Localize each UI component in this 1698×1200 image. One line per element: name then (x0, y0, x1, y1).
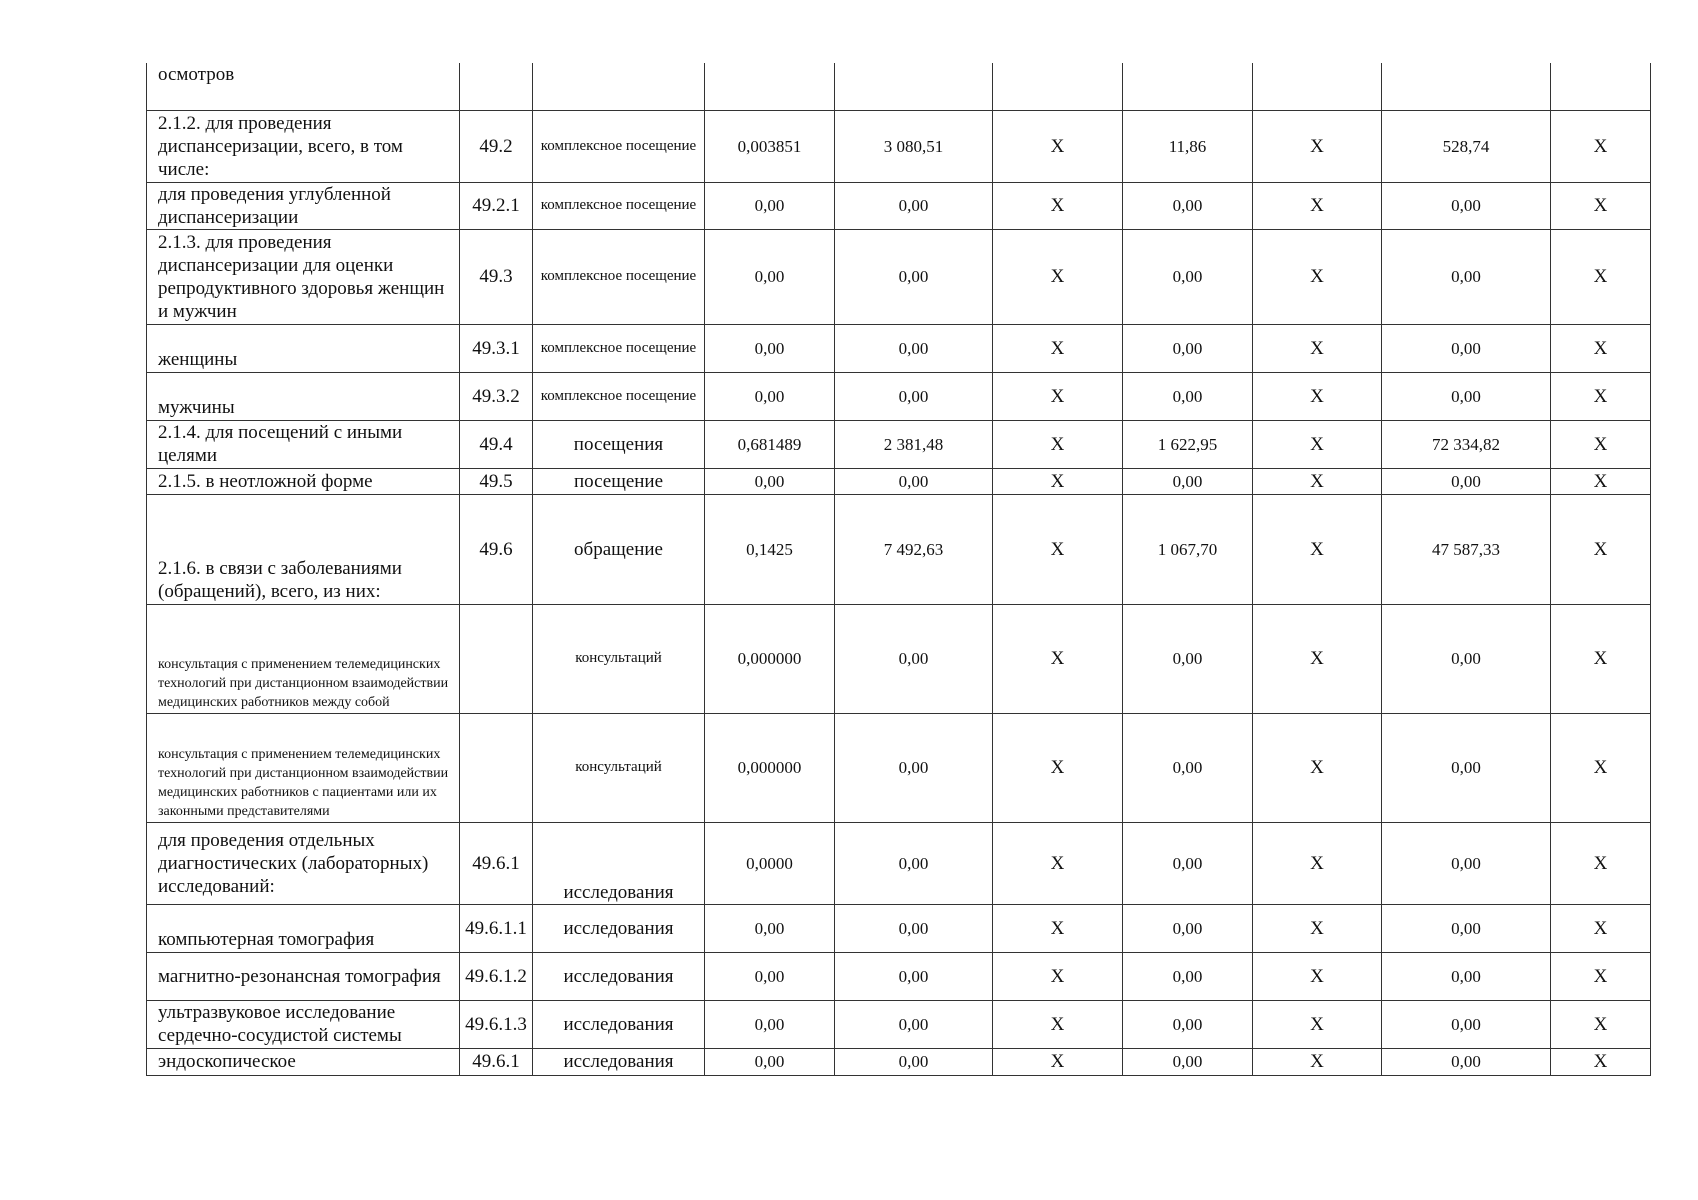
row-col9 (1382, 63, 1551, 110)
row-col7 (1123, 63, 1253, 110)
row-name: 2.1.5. в неотложной форме (147, 468, 460, 494)
row-col8: Х (1253, 372, 1382, 420)
row-cost (835, 63, 993, 110)
row-code (460, 63, 533, 110)
row-col10: Х (1551, 324, 1651, 372)
table-row (147, 468, 1651, 494)
row-col10: Х (1551, 182, 1651, 229)
row-col8 (1253, 63, 1382, 110)
row-col7: 1 622,95 (1123, 420, 1253, 468)
row-col9: 0,00 (1382, 604, 1551, 713)
row-col6: Х (993, 468, 1123, 494)
row-rate: 0,00 (705, 372, 835, 420)
row-rate: 0,681489 (705, 420, 835, 468)
row-col8: Х (1253, 110, 1382, 182)
row-name: мужчины (147, 372, 460, 420)
row-rate: 0,00 (705, 1048, 835, 1075)
row-unit: комплексное посещение (533, 110, 705, 182)
row-cost: 0,00 (835, 324, 993, 372)
row-col10: Х (1551, 372, 1651, 420)
row-unit: комплексное посещение (533, 372, 705, 420)
row-col10: Х (1551, 494, 1651, 604)
row-name: осмотров (147, 63, 460, 110)
row-code (460, 713, 533, 822)
row-rate: 0,00 (705, 1000, 835, 1048)
row-rate: 0,00 (705, 229, 835, 324)
row-rate: 0,000000 (705, 713, 835, 822)
row-name: для проведения отдельных диагностических (лабораторных) исследований: (147, 822, 460, 904)
row-col8: Х (1253, 1000, 1382, 1048)
row-col10: Х (1551, 822, 1651, 904)
row-code: 49.6 (460, 494, 533, 604)
row-col6: Х (993, 420, 1123, 468)
row-unit (533, 63, 705, 110)
row-rate (705, 63, 835, 110)
row-rate: 0,00 (705, 904, 835, 952)
row-col9: 47 587,33 (1382, 494, 1551, 604)
row-code: 49.6.1.2 (460, 952, 533, 1000)
row-unit: консультаций (533, 713, 705, 822)
row-cost: 0,00 (835, 372, 993, 420)
table-row (147, 1048, 1651, 1075)
row-cost: 0,00 (835, 1048, 993, 1075)
row-col7: 0,00 (1123, 468, 1253, 494)
row-name: для проведения углубленной диспансеризации (147, 182, 460, 229)
row-col6: Х (993, 110, 1123, 182)
row-col9: 0,00 (1382, 182, 1551, 229)
row-col9: 0,00 (1382, 822, 1551, 904)
row-col6: Х (993, 1048, 1123, 1075)
row-name: консультация с применением телемедицинских технологий при дистанционном взаимодействии медицинских работников с пациентами или их законными представителями (147, 713, 460, 822)
row-cost: 0,00 (835, 468, 993, 494)
table-row (147, 604, 1651, 713)
row-col6: Х (993, 324, 1123, 372)
row-col8: Х (1253, 1048, 1382, 1075)
row-col8: Х (1253, 952, 1382, 1000)
row-unit: исследования (533, 1000, 705, 1048)
row-rate: 0,003851 (705, 110, 835, 182)
table-row (147, 110, 1651, 182)
row-col10: Х (1551, 713, 1651, 822)
row-unit: исследования (533, 1048, 705, 1075)
table-row (147, 182, 1651, 229)
row-col9: 0,00 (1382, 372, 1551, 420)
row-col10: Х (1551, 468, 1651, 494)
row-cost: 0,00 (835, 1000, 993, 1048)
row-col6: Х (993, 182, 1123, 229)
row-name: компьютерная томография (147, 904, 460, 952)
row-code: 49.3 (460, 229, 533, 324)
row-unit: исследования (533, 904, 705, 952)
row-col8: Х (1253, 420, 1382, 468)
row-col9: 0,00 (1382, 952, 1551, 1000)
row-unit: посещения (533, 420, 705, 468)
row-col10: Х (1551, 904, 1651, 952)
row-col7: 0,00 (1123, 713, 1253, 822)
row-code: 49.5 (460, 468, 533, 494)
row-col6: Х (993, 604, 1123, 713)
row-col8: Х (1253, 713, 1382, 822)
row-rate: 0,000000 (705, 604, 835, 713)
row-col6: Х (993, 904, 1123, 952)
row-col6: Х (993, 229, 1123, 324)
row-code: 49.6.1.1 (460, 904, 533, 952)
row-cost: 0,00 (835, 713, 993, 822)
row-unit: исследования (533, 822, 705, 904)
row-col7: 0,00 (1123, 604, 1253, 713)
row-code: 49.2 (460, 110, 533, 182)
row-code (460, 604, 533, 713)
row-col9: 0,00 (1382, 1048, 1551, 1075)
table-row (147, 324, 1651, 372)
row-name: женщины (147, 324, 460, 372)
row-col9: 0,00 (1382, 1000, 1551, 1048)
row-cost: 0,00 (835, 604, 993, 713)
row-code: 49.2.1 (460, 182, 533, 229)
row-col10: Х (1551, 952, 1651, 1000)
row-col7: 0,00 (1123, 324, 1253, 372)
row-unit: посещение (533, 468, 705, 494)
row-col8: Х (1253, 229, 1382, 324)
row-rate: 0,0000 (705, 822, 835, 904)
table-row (147, 372, 1651, 420)
row-cost: 0,00 (835, 182, 993, 229)
row-col7: 11,86 (1123, 110, 1253, 182)
standards-table (146, 63, 1651, 1076)
row-cost: 0,00 (835, 229, 993, 324)
row-cost: 7 492,63 (835, 494, 993, 604)
row-col10: Х (1551, 1048, 1651, 1075)
row-col9: 72 334,82 (1382, 420, 1551, 468)
row-col6: Х (993, 1000, 1123, 1048)
row-name: 2.1.3. для проведения диспансеризации для оценки репродуктивного здоровья женщин и мужчин (147, 229, 460, 324)
row-code: 49.4 (460, 420, 533, 468)
row-rate: 0,00 (705, 324, 835, 372)
row-col6: Х (993, 494, 1123, 604)
row-col6: Х (993, 713, 1123, 822)
row-col9: 0,00 (1382, 904, 1551, 952)
row-col7: 0,00 (1123, 229, 1253, 324)
row-col10: Х (1551, 1000, 1651, 1048)
row-code: 49.6.1 (460, 822, 533, 904)
row-rate: 0,00 (705, 468, 835, 494)
row-col9: 0,00 (1382, 713, 1551, 822)
row-name: эндоскопическое (147, 1048, 460, 1075)
row-name: 2.1.2. для проведения диспансеризации, всего, в том числе: (147, 110, 460, 182)
row-name: ультразвуковое исследование сердечно-сосудистой системы (147, 1000, 460, 1048)
row-code: 49.3.1 (460, 324, 533, 372)
row-col8: Х (1253, 904, 1382, 952)
row-name: 2.1.4. для посещений с иными целями (147, 420, 460, 468)
row-cost: 3 080,51 (835, 110, 993, 182)
table-row (147, 63, 1651, 110)
row-col7: 0,00 (1123, 1048, 1253, 1075)
row-col9: 528,74 (1382, 110, 1551, 182)
row-name: консультация с применением телемедицинских технологий при дистанционном взаимодействии медицинских работников между собой (147, 604, 460, 713)
row-cost: 0,00 (835, 904, 993, 952)
row-col8: Х (1253, 822, 1382, 904)
row-col7: 1 067,70 (1123, 494, 1253, 604)
row-col6: Х (993, 822, 1123, 904)
row-col8: Х (1253, 182, 1382, 229)
row-col7: 0,00 (1123, 822, 1253, 904)
row-col8: Х (1253, 494, 1382, 604)
row-unit: комплексное посещение (533, 182, 705, 229)
row-col7: 0,00 (1123, 904, 1253, 952)
row-code: 49.6.1 (460, 1048, 533, 1075)
row-cost: 0,00 (835, 822, 993, 904)
table-row (147, 713, 1651, 822)
table-row (147, 229, 1651, 324)
row-unit: исследования (533, 952, 705, 1000)
row-col6: Х (993, 372, 1123, 420)
row-col6 (993, 63, 1123, 110)
row-cost: 0,00 (835, 952, 993, 1000)
row-col9: 0,00 (1382, 468, 1551, 494)
row-col10: Х (1551, 229, 1651, 324)
row-name: магнитно-резонансная томография (147, 952, 460, 1000)
table-row (147, 1000, 1651, 1048)
row-col7: 0,00 (1123, 1000, 1253, 1048)
table-row (147, 494, 1651, 604)
row-code: 49.6.1.3 (460, 1000, 533, 1048)
table-row (147, 822, 1651, 904)
row-col9: 0,00 (1382, 324, 1551, 372)
row-col10: Х (1551, 110, 1651, 182)
row-col8: Х (1253, 324, 1382, 372)
row-col9: 0,00 (1382, 229, 1551, 324)
row-col7: 0,00 (1123, 182, 1253, 229)
row-col7: 0,00 (1123, 372, 1253, 420)
row-rate: 0,1425 (705, 494, 835, 604)
table-row (147, 952, 1651, 1000)
row-unit: комплексное посещение (533, 229, 705, 324)
row-col10: Х (1551, 604, 1651, 713)
row-cost: 2 381,48 (835, 420, 993, 468)
row-rate: 0,00 (705, 952, 835, 1000)
row-unit: консультаций (533, 604, 705, 713)
table-row (147, 904, 1651, 952)
row-unit: обращение (533, 494, 705, 604)
row-col7: 0,00 (1123, 952, 1253, 1000)
row-name: 2.1.6. в связи с заболеваниями (обращений), всего, из них: (147, 494, 460, 604)
row-unit: комплексное посещение (533, 324, 705, 372)
row-rate: 0,00 (705, 182, 835, 229)
row-col10: Х (1551, 420, 1651, 468)
row-col8: Х (1253, 468, 1382, 494)
row-col6: Х (993, 952, 1123, 1000)
row-col10 (1551, 63, 1651, 110)
table-row (147, 420, 1651, 468)
row-col8: Х (1253, 604, 1382, 713)
row-code: 49.3.2 (460, 372, 533, 420)
